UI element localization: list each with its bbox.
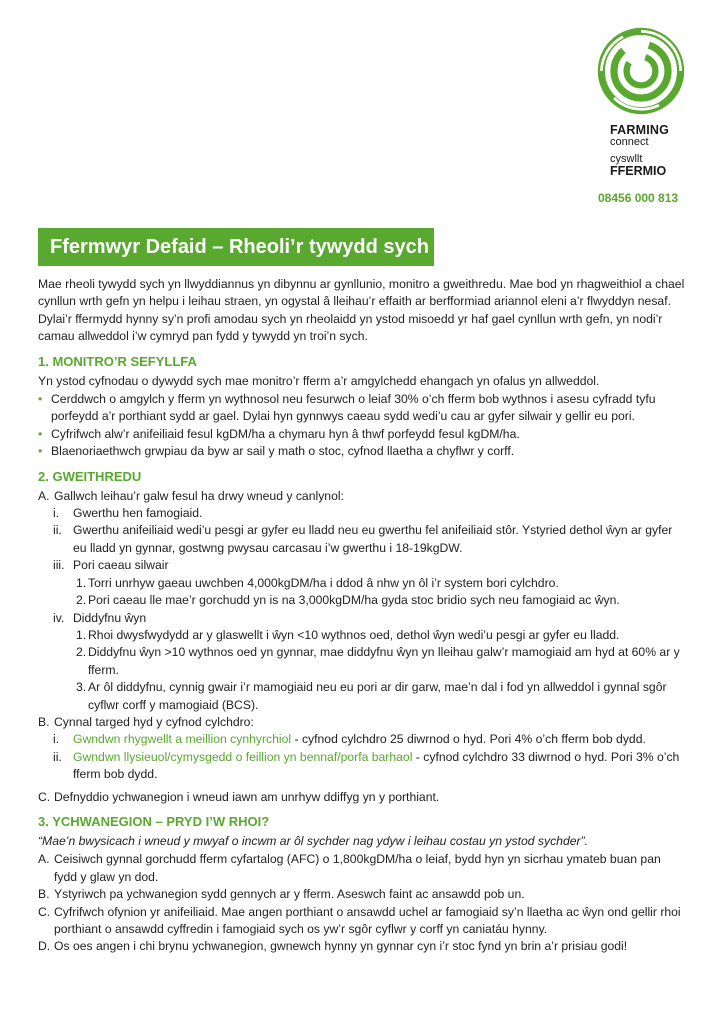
item-text: Torri unrhyw gaeau uwchben 4,000kgDM/ha i ddod â nhw yn ôl i’r system bori cylchdro. bbox=[88, 575, 559, 590]
item-label: A. bbox=[38, 488, 50, 503]
item-3c bbox=[38, 904, 686, 939]
section-2-heading: 2. GWEITHREDU bbox=[38, 468, 142, 484]
intro-paragraph: Mae rheoli tywydd sych yn llwyddiannus yn dibynnu ar gynllunio, monitro a gweithredu. Mae bod yn rhagweithiol a chael cynllun wrth gefn yn helpu i leihau straen, yn ogystal â lleihau’r effaith ar berfformiad ariannol eleni a’r flwyddyn nesaf. Dylai’r ffermydd hynny sy’n profi amodau sych yn rheolaidd yn ystod misoedd yr haf gael cynllun wrth gefn, yn nodi’r camau allweddol i’w cymryd pan fydd y tywydd yn troi’n sych. bbox=[38, 277, 685, 344]
item-a-ii bbox=[38, 522, 686, 557]
item-text: Diddyfnu ŵyn bbox=[73, 610, 147, 625]
section-1-heading: 1. MONITRO’R SEFYLLFA bbox=[38, 353, 197, 369]
item-label: C. bbox=[38, 789, 51, 804]
item-text: Gwerthu anifeiliaid wedi’u pesgi ar gyfer eu lladd neu eu gwerthu fel anifeiliaid stôr. Ystyried dethol ŵyn ar gyfer eu lladd yn gynnar, gostwng pwysau carcasau i’w gwerthu i 18-19kgDW. bbox=[73, 523, 673, 555]
phone-number: 08456 000 813 bbox=[598, 191, 679, 205]
item-text bbox=[73, 731, 686, 748]
bullet-item: • Cyfrifwch alw’r anifeiliaid fesul kgDM/ha a chymaru hyn â thwf porfeydd fesul kgDM/ha. bbox=[38, 426, 686, 443]
item-text: Os oes angen i chi brynu ychwanegion, gwnewch hynny yn gynnar cyn i’r stoc fynd yn brin a’r prisiau godi! bbox=[54, 939, 628, 954]
item-a-iv bbox=[38, 610, 686, 627]
item-b-i bbox=[38, 731, 686, 748]
item-text-rest: - cyfnod cylchdro 25 diwrnod o hyd. Pori 4% o’ch fferm bob dydd. bbox=[291, 732, 646, 747]
item-3b bbox=[38, 886, 686, 903]
item-text-rest: - cyfnod cylchdro 33 diwrnod o hyd. Pori 3% o’ch fferm bob dydd. bbox=[73, 749, 680, 782]
logo-text-cyswllt: cyswllt bbox=[610, 153, 643, 165]
item-label: 1. bbox=[76, 627, 87, 642]
item-a-i bbox=[38, 505, 686, 522]
item-c bbox=[38, 789, 686, 806]
page-title: Ffermwyr Defaid – Rheoli’r tywydd sych bbox=[38, 228, 434, 266]
green-term: Gwndwn rhygwellt a meillion cynhyrchiol bbox=[73, 732, 292, 747]
item-a-iii-2 bbox=[38, 592, 686, 609]
green-term: Gwndwn llysieuol/cymysgedd o feillion yn bennaf/porfa barhaol bbox=[73, 749, 413, 764]
item-label: ii. bbox=[53, 523, 62, 538]
item-text bbox=[73, 749, 686, 784]
item-label: i. bbox=[53, 506, 60, 521]
item-text: Gallwch leihau’r galw fesul ha drwy wneud y canlynol: bbox=[54, 488, 344, 503]
item-text: Cynnal targed hyd y cyfnod cylchdro: bbox=[54, 714, 254, 729]
item-3d bbox=[38, 938, 686, 955]
item-text: Gwerthu hen famogiaid. bbox=[73, 506, 203, 521]
farming-connect-logo bbox=[596, 26, 692, 178]
item-text: Diddyfnu ŵyn >10 wythnos oed yn gynnar, mae diddyfnu ŵyn yn lleihau galw’r mamogiaid am hyd at 60% ar y fferm. bbox=[88, 645, 680, 677]
section-3-quote: “Mae’n bwysicach i wneud y mwyaf o incwm ar ôl sychder nag ydyw i leihau costau yn ystod sychder”. bbox=[38, 833, 589, 848]
item-label: i. bbox=[53, 732, 60, 747]
item-text: Defnyddio ychwanegion i wneud iawn am unrhyw ddiffyg yn y porthiant. bbox=[54, 789, 440, 804]
item-a-iv-2 bbox=[38, 644, 686, 679]
item-a-iii bbox=[38, 557, 686, 574]
item-text: Ystyriwch pa ychwanegion sydd gennych ar y fferm. Aseswch faint ac ansawdd pob un. bbox=[54, 887, 525, 902]
logo-text-ffermio: FFERMIO bbox=[610, 164, 667, 178]
item-label: 3. bbox=[76, 680, 87, 695]
item-a bbox=[38, 488, 686, 505]
section-1-lead: Yn ystod cyfnodau o dywydd sych mae monitro’r fferm a’r amgylchedd ehangach yn ofalus yn allweddol. bbox=[38, 373, 600, 388]
item-text: Ar ôl diddyfnu, cynnig gwair i’r mamogiaid neu eu pori ar dir garw, mae’n dal i fod yn allweddol i gynnal sgôr cyflwr corff y mamogiaid (BCS). bbox=[88, 680, 667, 712]
item-label: D. bbox=[38, 939, 51, 954]
item-label: iii. bbox=[53, 558, 65, 573]
item-a-iv-3 bbox=[38, 679, 686, 714]
item-label: A. bbox=[38, 852, 50, 867]
item-b bbox=[38, 714, 686, 731]
item-label: iv. bbox=[53, 610, 65, 625]
item-label: B. bbox=[38, 887, 50, 902]
item-3a bbox=[38, 851, 686, 886]
swirl-logo-icon bbox=[596, 26, 686, 116]
item-b-ii bbox=[38, 749, 686, 784]
item-label: 2. bbox=[76, 593, 87, 608]
item-a-iii-1 bbox=[38, 575, 686, 592]
item-label: 2. bbox=[76, 645, 87, 660]
logo-text-farming: FARMING bbox=[610, 123, 670, 137]
document-body bbox=[38, 276, 686, 956]
item-text: Pori caeau lle mae’r gorchudd yn is na 3,000kgDM/ha gyda stoc bridio sych neu famogiaid ac ŵyn. bbox=[88, 593, 620, 608]
item-text: Rhoi dwysfwydydd ar y glaswellt i ŵyn <10 wythnos oed, dethol ŵyn wedi’u pesgi ar gyfer eu lladd. bbox=[88, 627, 620, 642]
item-label: C. bbox=[38, 904, 51, 919]
item-label: ii. bbox=[53, 749, 62, 764]
item-a-iv-1 bbox=[38, 627, 686, 644]
item-label: 1. bbox=[76, 575, 87, 590]
bullet-item: • Blaenoriaethwch grwpiau da byw ar sail y math o stoc, cyfnod llaetha a chyflwr y corff. bbox=[38, 443, 686, 460]
item-text: Cyfrifwch ofynion yr anifeiliaid. Mae angen porthiant o ansawdd uchel ar famogiaid sy’n llaetha ac ŵyn ond gellir rhoi porthiant o ansawdd cyffredin i famogiaid sych os yw’r sgôr cyflwr y corff yn caniatáu hynny. bbox=[54, 904, 681, 936]
bullet-item: • Cerddwch o amgylch y fferm yn wythnosol neu fesurwch o leiaf 30% o’ch fferm bob wythnos i asesu cyfradd tyfu porfeydd a’r porthiant sydd ar gael. Dylai hyn gynnwys caeau sydd wedi’u cau ar gyfer silwair y gellir eu pori. bbox=[38, 391, 686, 426]
section-1-bullets bbox=[38, 391, 686, 461]
item-label: B. bbox=[38, 714, 50, 729]
section-3-heading: 3. YCHWANEGION – PRYD I’W RHOI? bbox=[38, 813, 270, 829]
item-text: Ceisiwch gynnal gorchudd fferm cyfartalog (AFC) o 1,800kgDM/ha o leiaf, bydd hyn yn sicrhau ymateb buan pan fydd y glaw yn dod. bbox=[54, 852, 661, 884]
logo-text-connect: connect bbox=[610, 136, 649, 148]
item-text: Pori caeau silwair bbox=[73, 558, 169, 573]
